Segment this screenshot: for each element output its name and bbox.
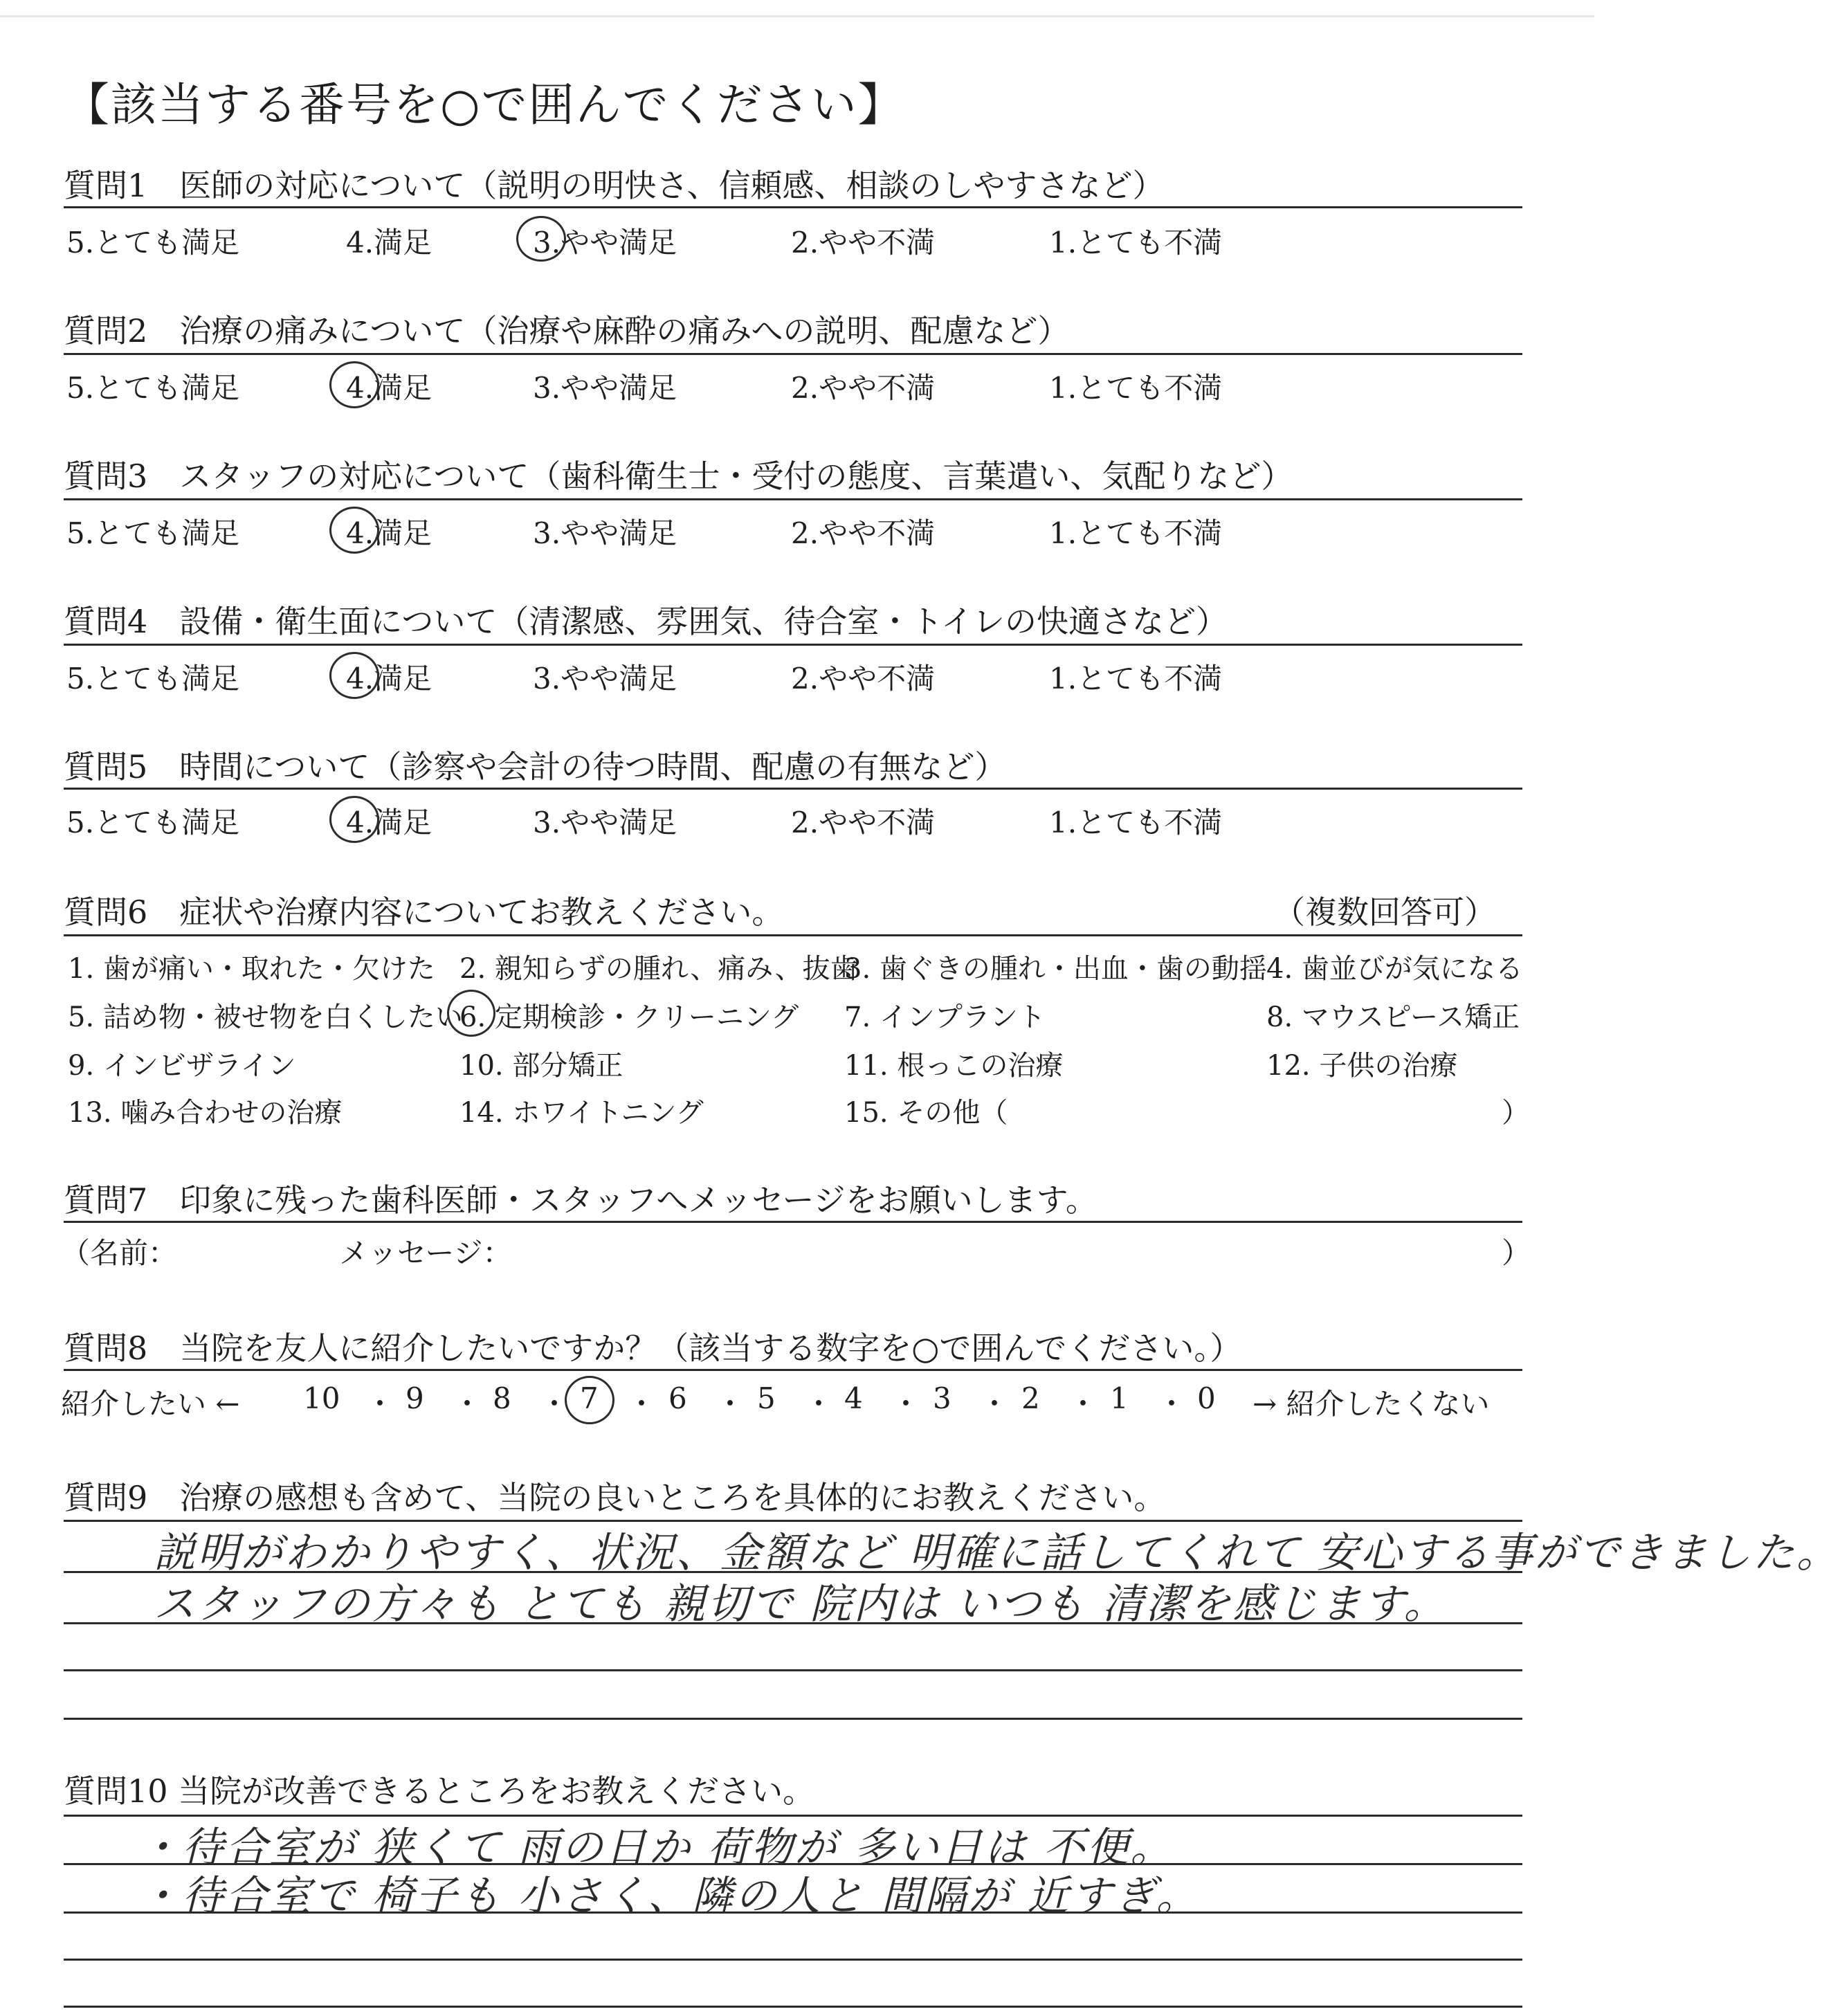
q3-answer-circle [329, 507, 379, 554]
q1-option-2[interactable]: 2.やや不満 [791, 226, 936, 260]
q6-option-4[interactable]: 4. 歯並びが気になる [1266, 953, 1523, 985]
q5-option-3[interactable]: 3.やや満足 [533, 806, 677, 839]
q7-close-paren: ） [1502, 1236, 1531, 1270]
q9-handwritten-line-1: 説明がわかりやすく、状況、金額など 明確に話してくれて 安心する事ができました。 [154, 1529, 1840, 1577]
q1-option-4[interactable]: 4.満足 [346, 226, 432, 260]
instructions-header: 【該当する番号を○で囲んでください】 [64, 78, 905, 131]
q4-option-2[interactable]: 2.やや不満 [791, 662, 936, 696]
q1-option-3[interactable]: 3.やや満足 [533, 226, 677, 260]
q7-name-label: （名前： [61, 1236, 178, 1270]
q3-option-3[interactable]: 3.やや満足 [533, 516, 677, 550]
question-7-rule [64, 1221, 1522, 1223]
q10-handwritten-line-1: ・待合室が 狭くて 雨の日か 荷物が 多い日は 不便。 [138, 1824, 1174, 1872]
q8-number-0[interactable]: 0 [1197, 1381, 1216, 1415]
q8-number-9[interactable]: 9 [406, 1381, 424, 1415]
q8-separator: ・ [891, 1387, 921, 1421]
q10-handwritten-line-2: ・待合室で 椅子も 小さく、隣の人と 間隔が 近すぎ。 [138, 1872, 1200, 1920]
q8-left-label: 紹介したい ← [61, 1387, 240, 1421]
q8-number-3[interactable]: 3 [933, 1381, 951, 1415]
q6-option-13[interactable]: 13. 噛み合わせの治療 [68, 1097, 343, 1129]
q6-option-7[interactable]: 7. インプラント [844, 1001, 1046, 1033]
q6-option-11[interactable]: 11. 根っこの治療 [844, 1050, 1064, 1082]
q5-option-5[interactable]: 5.とても満足 [66, 806, 240, 839]
q4-option-3[interactable]: 3.やや満足 [533, 662, 677, 696]
q8-separator: ・ [453, 1387, 482, 1421]
q1-answer-circle [516, 216, 566, 262]
q6-option-9[interactable]: 9. インビザライン [68, 1050, 296, 1082]
q2-option-5[interactable]: 5.とても満足 [66, 371, 240, 405]
q2-option-2[interactable]: 2.やや不満 [791, 371, 936, 405]
question-10-rule-4 [64, 1959, 1522, 1961]
q6-option-3[interactable]: 3. 歯ぐきの腫れ・出血・歯の動揺 [844, 953, 1267, 985]
question-2-title: 質問2 治療の痛みについて（治療や麻酔の痛みへの説明、配慮など） [64, 312, 1070, 349]
question-3-rule [64, 498, 1522, 500]
page-top-edge [0, 15, 1594, 17]
q8-separator: ・ [1068, 1387, 1098, 1421]
q8-number-10[interactable]: 10 [303, 1381, 340, 1415]
question-7-title: 質問7 印象に残った歯科医師・スタッフへメッセージをお願いします。 [64, 1181, 1097, 1219]
q8-answer-circle [565, 1376, 614, 1424]
question-9-title: 質問9 治療の感想も含めて、当院の良いところを具体的にお教えください。 [64, 1479, 1166, 1516]
q3-option-4[interactable]: 4.満足 [346, 516, 432, 550]
question-6-rule [64, 934, 1522, 936]
q8-number-6[interactable]: 6 [668, 1381, 687, 1415]
q6-option-15[interactable]: 15. その他（ [844, 1097, 1008, 1129]
q6-option-14[interactable]: 14. ホワイトニング [459, 1097, 704, 1129]
q2-option-4[interactable]: 4.満足 [346, 371, 432, 405]
q8-separator: ・ [365, 1387, 395, 1421]
q6-option-8[interactable]: 8. マウスピース矯正 [1266, 1001, 1520, 1033]
q6-answer-circle [447, 990, 495, 1037]
q6-option-12[interactable]: 12. 子供の治療 [1266, 1050, 1458, 1082]
q8-number-1[interactable]: 1 [1110, 1381, 1129, 1415]
q8-separator: ・ [627, 1387, 657, 1421]
question-5-title: 質問5 時間について（診察や会計の待つ時間、配慮の有無など） [64, 748, 1007, 785]
q4-answer-circle [329, 652, 379, 699]
question-1-rule [64, 206, 1522, 208]
q5-answer-circle [329, 796, 379, 843]
q2-option-3[interactable]: 3.やや満足 [533, 371, 677, 405]
q6-other-close-paren: ） [1502, 1097, 1529, 1129]
question-6-title: 質問6 症状や治療内容についてお教えください。 [64, 893, 784, 931]
question-9-rule-4 [64, 1669, 1522, 1671]
q5-option-1[interactable]: 1.とても不満 [1049, 806, 1223, 839]
q8-number-2[interactable]: 2 [1021, 1381, 1040, 1415]
q4-option-5[interactable]: 5.とても満足 [66, 662, 240, 696]
q4-option-1[interactable]: 1.とても不満 [1049, 662, 1223, 696]
question-6-note: （複数回答可） [1273, 893, 1496, 931]
q8-number-8[interactable]: 8 [493, 1381, 511, 1415]
q8-separator: ・ [804, 1387, 834, 1421]
question-8-title: 質問8 当院を友人に紹介したいですか？（該当する数字を○で囲んでください。） [64, 1329, 1242, 1367]
q7-message-label: メッセージ： [339, 1236, 512, 1270]
question-4-title: 質問4 設備・衛生面について（清潔感、雰囲気、待合室・トイレの快適さなど） [64, 603, 1228, 640]
q2-answer-circle [329, 361, 379, 408]
q8-separator: ・ [540, 1387, 570, 1421]
q2-option-1[interactable]: 1.とても不満 [1049, 371, 1223, 405]
q9-handwritten-line-2: スタッフの方々も とても 親切で 院内は いつも 清潔を感じます。 [154, 1580, 1448, 1628]
question-5-rule [64, 788, 1522, 790]
q8-number-5[interactable]: 5 [757, 1381, 776, 1415]
q6-option-6[interactable]: 6. 定期検診・クリーニング [459, 1001, 799, 1033]
question-10-title: 質問10 当院が改善できるところをお教えください。 [64, 1772, 815, 1810]
question-8-rule [64, 1369, 1522, 1371]
q5-option-4[interactable]: 4.満足 [346, 806, 432, 839]
q6-option-1[interactable]: 1. 歯が痛い・取れた・欠けた [68, 953, 435, 985]
q6-option-5[interactable]: 5. 詰め物・被せ物を白くしたい [68, 1001, 463, 1033]
q5-option-2[interactable]: 2.やや不満 [791, 806, 936, 839]
question-3-title: 質問3 スタッフの対応について（歯科衛生士・受付の態度、言葉遣い、気配りなど） [64, 457, 1293, 495]
q6-option-10[interactable]: 10. 部分矯正 [459, 1050, 623, 1082]
question-1-title: 質問1 医師の対応について（説明の明快さ、信頼感、相談のしやすさなど） [64, 167, 1165, 204]
q3-option-1[interactable]: 1.とても不満 [1049, 516, 1223, 550]
q8-number-7[interactable]: 7 [580, 1381, 599, 1415]
q8-separator: ・ [1157, 1387, 1187, 1421]
question-2-rule [64, 353, 1522, 355]
q1-option-5[interactable]: 5.とても満足 [66, 226, 240, 260]
question-4-rule [64, 644, 1522, 646]
question-9-rule-5 [64, 1718, 1522, 1720]
q3-option-5[interactable]: 5.とても満足 [66, 516, 240, 550]
q6-option-2[interactable]: 2. 親知らずの腫れ、痛み、抜歯 [459, 953, 858, 985]
q8-separator: ・ [980, 1387, 1010, 1421]
q3-option-2[interactable]: 2.やや不満 [791, 516, 936, 550]
question-10-rule-5 [64, 2006, 1522, 2008]
q8-separator: ・ [716, 1387, 745, 1421]
q8-right-label: → 紹介したくない [1253, 1387, 1490, 1421]
q1-option-1[interactable]: 1.とても不満 [1049, 226, 1223, 260]
q8-number-4[interactable]: 4 [844, 1381, 863, 1415]
q4-option-4[interactable]: 4.満足 [346, 662, 432, 696]
